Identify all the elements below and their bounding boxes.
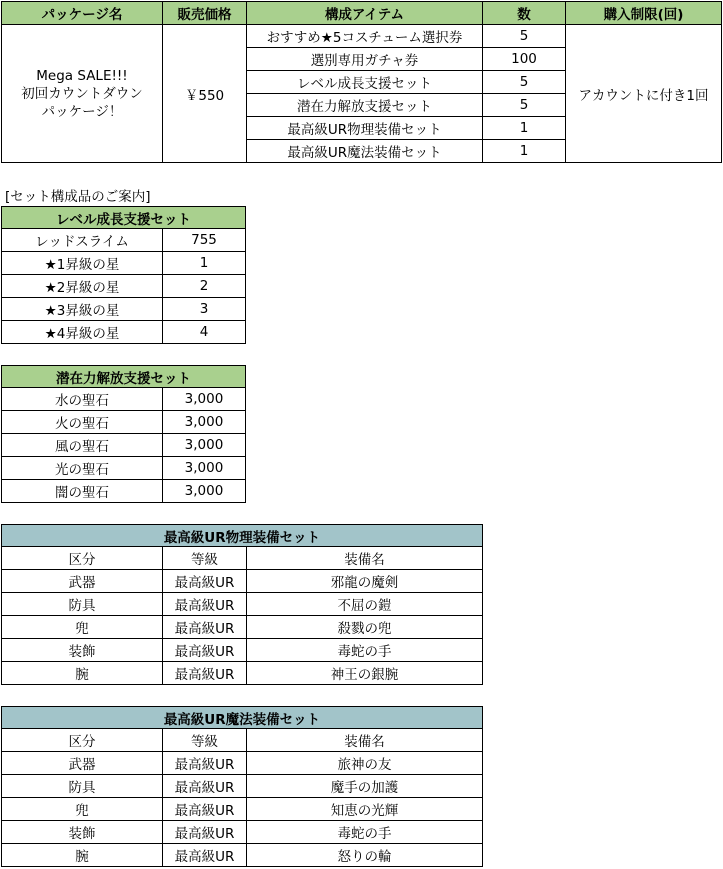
table-row [2, 252, 246, 275]
cell-grade: 最高級UR [163, 798, 247, 821]
table-header-row [2, 729, 483, 752]
phys-set-title: 最高級UR物理装備セット [2, 525, 483, 547]
cell-grade: 最高級UR [163, 662, 247, 685]
table-row [2, 593, 483, 616]
cell-equipment: 旅神の友 [247, 752, 483, 775]
item-qty: 1 [483, 140, 566, 163]
table-row [2, 434, 246, 457]
row-name: 水の聖石 [2, 388, 163, 411]
row-qty: 755 [163, 229, 246, 252]
table-row [2, 662, 483, 685]
item-name: 潜在力解放支援セット [247, 94, 483, 117]
item-name: 選別専用ガチャ券 [247, 48, 483, 71]
package-table-header [2, 2, 722, 25]
cell-equipment: 毒蛇の手 [247, 639, 483, 662]
header-qty: 数 [483, 2, 566, 25]
cell-grade: 最高級UR [163, 570, 247, 593]
table-row [2, 388, 246, 411]
cell-category: 武器 [2, 752, 163, 775]
cell-category: 防具 [2, 775, 163, 798]
row-qty: 3,000 [163, 434, 246, 457]
table-row [2, 844, 483, 867]
row-name: 闇の聖石 [2, 480, 163, 503]
cell-grade: 最高級UR [163, 593, 247, 616]
cell-category: 装飾 [2, 821, 163, 844]
package-name-cell [2, 25, 163, 163]
package-table [1, 1, 722, 163]
cell-grade: 最高級UR [163, 616, 247, 639]
cell-equipment: 邪龍の魔剣 [247, 570, 483, 593]
package-name-line: Mega SALE!!! [36, 67, 128, 84]
table-row [2, 752, 483, 775]
cell-grade: 最高級UR [163, 775, 247, 798]
table-row [2, 616, 483, 639]
header-limit: 購入制限(回) [566, 2, 722, 25]
header-package-name: パッケージ名 [2, 2, 163, 25]
table-row [2, 321, 246, 344]
cell-equipment: 殺戮の兜 [247, 616, 483, 639]
cell-category: 武器 [2, 570, 163, 593]
table-row [2, 298, 246, 321]
item-name: 最高級UR物理装備セット [247, 117, 483, 140]
item-qty: 100 [483, 48, 566, 71]
table-row [2, 570, 483, 593]
row-name: ★2昇級の星 [2, 275, 163, 298]
row-name: ★3昇級の星 [2, 298, 163, 321]
package-name-line: パッケージ！ [41, 103, 123, 120]
level-set-table [1, 206, 246, 344]
table-row [2, 229, 246, 252]
col-equipment: 装備名 [247, 547, 483, 570]
cell-grade: 最高級UR [163, 752, 247, 775]
cell-equipment: 知恵の光輝 [247, 798, 483, 821]
section-label: [セット構成品のご案内] [5, 189, 151, 205]
potential-set-table [1, 365, 246, 503]
row-name: ★4昇級の星 [2, 321, 163, 344]
cell-grade: 最高級UR [163, 844, 247, 867]
row-name: レッドスライム [2, 229, 163, 252]
cell-equipment: 魔手の加護 [247, 775, 483, 798]
cell-category: 腕 [2, 844, 163, 867]
col-category: 区分 [2, 729, 163, 752]
cell-equipment: 毒蛇の手 [247, 821, 483, 844]
row-name: 風の聖石 [2, 434, 163, 457]
cell-category: 装飾 [2, 639, 163, 662]
row-qty: 3 [163, 298, 246, 321]
phys-set-table [1, 524, 483, 685]
col-grade: 等級 [163, 547, 247, 570]
table-row [2, 411, 246, 434]
price-cell: ￥550 [163, 25, 247, 163]
col-grade: 等級 [163, 729, 247, 752]
cell-grade: 最高級UR [163, 639, 247, 662]
cell-category: 防具 [2, 593, 163, 616]
limit-cell: アカウントに付き1回 [566, 25, 722, 163]
item-name: 最高級UR魔法装備セット [247, 140, 483, 163]
cell-equipment: 不屈の鎧 [247, 593, 483, 616]
row-name: ★1昇級の星 [2, 252, 163, 275]
row-qty: 3,000 [163, 480, 246, 503]
header-price: 販売価格 [163, 2, 247, 25]
row-qty: 4 [163, 321, 246, 344]
item-qty: 1 [483, 117, 566, 140]
item-name: おすすめ★5コスチューム選択券 [247, 25, 483, 48]
row-qty: 3,000 [163, 457, 246, 480]
row-qty: 3,000 [163, 388, 246, 411]
col-category: 区分 [2, 547, 163, 570]
cell-category: 兜 [2, 616, 163, 639]
table-header-row [2, 547, 483, 570]
cell-equipment: 怒りの輪 [247, 844, 483, 867]
table-row [2, 480, 246, 503]
item-qty: 5 [483, 94, 566, 117]
cell-category: 兜 [2, 798, 163, 821]
table-row [2, 821, 483, 844]
cell-equipment: 神王の銀腕 [247, 662, 483, 685]
row-name: 火の聖石 [2, 411, 163, 434]
col-equipment: 装備名 [247, 729, 483, 752]
header-items: 構成アイテム [247, 2, 483, 25]
table-row [2, 798, 483, 821]
row-name: 光の聖石 [2, 457, 163, 480]
table-row [2, 457, 246, 480]
cell-category: 腕 [2, 662, 163, 685]
table-row [2, 275, 246, 298]
table-row [2, 639, 483, 662]
row-qty: 3,000 [163, 411, 246, 434]
row-qty: 1 [163, 252, 246, 275]
magic-set-title: 最高級UR魔法装備セット [2, 707, 483, 729]
table-row [2, 775, 483, 798]
item-qty: 5 [483, 25, 566, 48]
table-row [2, 25, 722, 48]
item-name: レベル成長支援セット [247, 71, 483, 94]
cell-grade: 最高級UR [163, 821, 247, 844]
row-qty: 2 [163, 275, 246, 298]
level-set-title: レベル成長支援セット [2, 207, 246, 229]
package-name-line: 初回カウントダウン [21, 85, 143, 102]
item-qty: 5 [483, 71, 566, 94]
potential-set-title: 潜在力解放支援セット [2, 366, 246, 388]
magic-set-table [1, 706, 483, 867]
